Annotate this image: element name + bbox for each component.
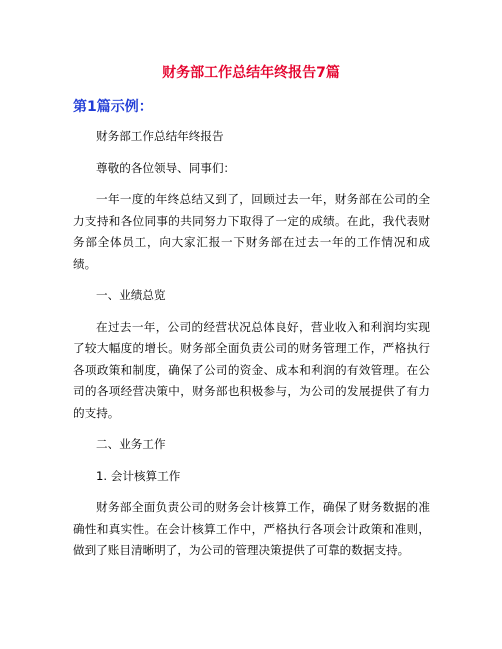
performance-paragraph: 在过去一年，公司的经营状况总体良好，营业收入和利润均实现了较大幅度的增长。财务部全面负责公司的财务管理工作，严格执行各项政策和制度，确保了公司的资金、成本和利润的有效管理。在公司的各项经营决策中，财务部也积极参与，为公司的发展提供了有力的支持。: [73, 319, 430, 420]
intro-paragraph: 一年一度的年终总结又到了，回顾过去一年，财务部在公司的全力支持和各位同事的共同努力下取得了一定的成绩。在此，我代表财务部全体员工，向大家汇报一下财务部在过去一年的工作情况和成绩。: [73, 192, 430, 271]
heading-business-work: 二、业务工作: [96, 437, 166, 451]
subheading-accounting: 1. 会计核算工作: [96, 468, 181, 483]
report-subtitle: 财务部工作总结年终报告: [96, 129, 224, 143]
document-title: 财务部工作总结年终报告7篇: [162, 65, 340, 81]
document-body: [73, 126, 430, 572]
heading-performance-overview: 一、业绩总览: [96, 288, 166, 302]
accounting-paragraph: 财务部全面负责公司的财务会计核算工作，确保了财务数据的准确性和真实性。在会计核算工作中，严格执行各项会计政策和准则，做到了账目清晰明了，为公司的管理决策提供了可靠的数据支持。: [73, 500, 430, 557]
section-heading: 第1篇示例：: [73, 99, 153, 115]
salutation: 尊敬的各位领导、同事们：: [96, 160, 236, 175]
